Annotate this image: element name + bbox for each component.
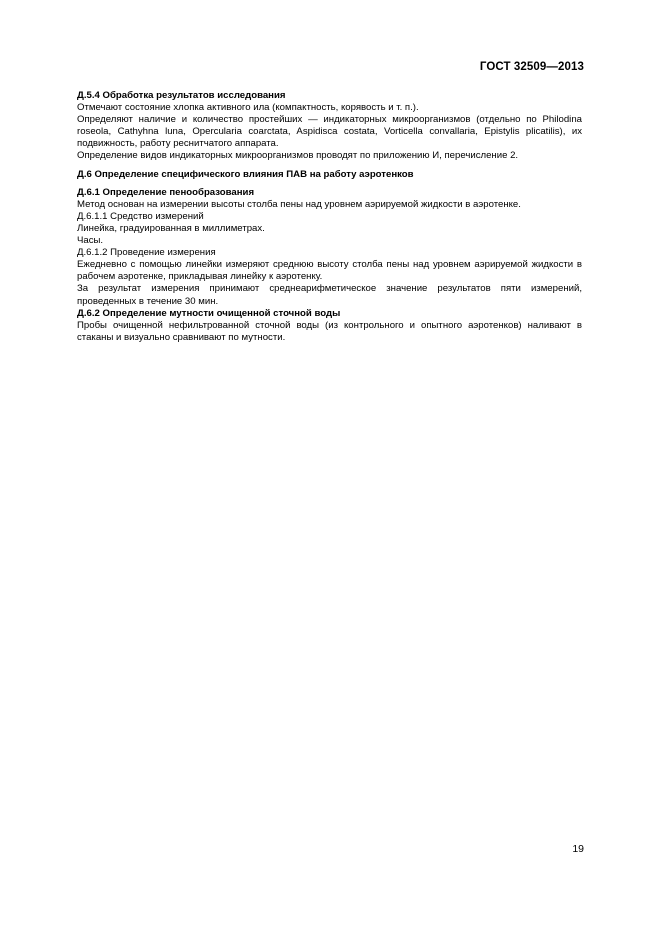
section-heading-d62: Д.6.2 Определение мутности очищенной сточной воды: [77, 307, 341, 319]
document-body: [77, 90, 582, 344]
document-header: ГОСТ 32509—2013: [479, 61, 584, 73]
paragraph: За результат измерения принимают среднеарифметическое значение результатов пяти измерений, проведенных в течение 30 мин.: [77, 283, 582, 307]
paragraph: Часы.: [77, 235, 104, 247]
paragraph: Ежедневно с помощью линейки измеряют среднюю высоту столба пены над уровнем аэрируемой жидкости в рабочем аэротенке, прикладывая линейку к аэротенку.: [77, 259, 582, 283]
paragraph: Метод основан на измерении высоты столба пены над уровнем аэрируемой жидкости в аэротенке.: [77, 198, 521, 210]
paragraph: Определение видов индикаторных микроорганизмов проводят по приложению И, перечисление 2.: [77, 150, 519, 162]
paragraph: Линейка, градуированная в миллиметрах.: [77, 222, 265, 234]
page-number: 19: [572, 843, 584, 855]
section-heading-d6: Д.6 Определение специфического влияния ПАВ на работу аэротенков: [77, 168, 414, 180]
paragraph: Пробы очищенной нефильтрованной сточной воды (из контрольного и опытного аэротенков) наливают в стаканы и визуально сравнивают по мутности.: [77, 319, 582, 343]
section-heading-d54: Д.5.4 Обработка результатов исследования: [77, 90, 286, 101]
paragraph: Отмечают состояние хлопка активного ила (компактность, корявость и т. п.).: [77, 102, 419, 114]
paragraph: Определяют наличие и количество простейших — индикаторных микроорганизмов (отдельно по Philodina roseola, Cathyhna luna, Opercularia coarctata, Aspidisca costata, Vorticella convallaria, Epistylis plicatilis), их подвижность, работу реснитчатого аппарата.: [77, 114, 582, 150]
section-heading-d61: Д.6.1 Определение пенообразования: [77, 186, 255, 198]
paragraph: Д.6.1.1 Средство измерений: [77, 210, 204, 222]
paragraph: Д.6.1.2 Проведение измерения: [77, 247, 216, 259]
